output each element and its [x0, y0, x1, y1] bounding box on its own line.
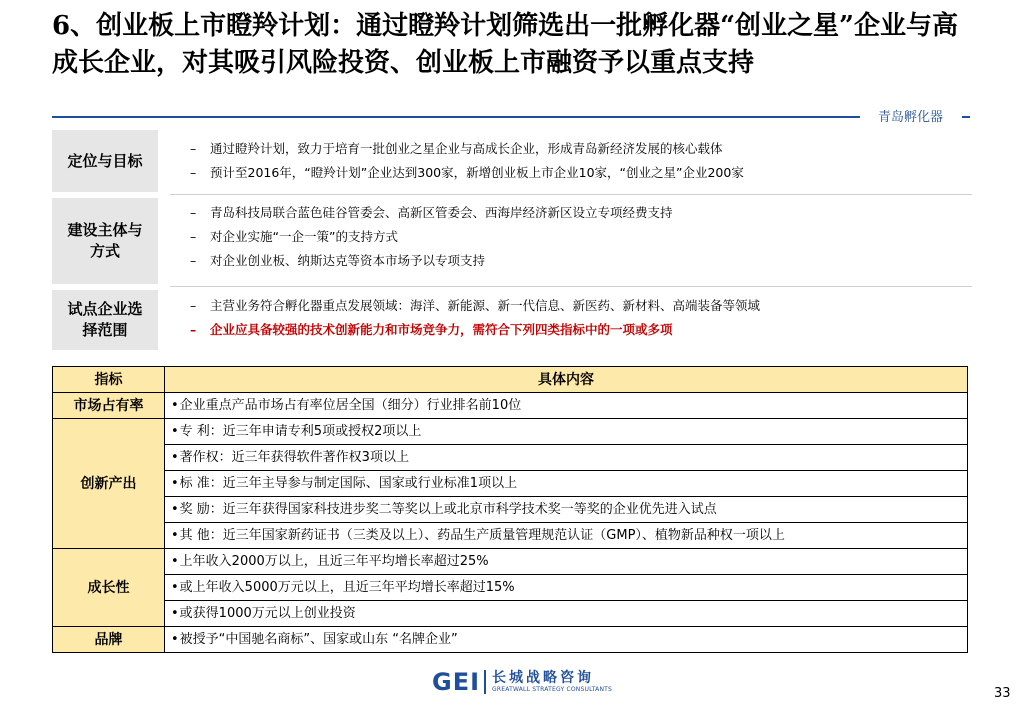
- content-text: • 被授予“中国驰名商标”、国家或山东 “名牌企业”: [171, 632, 458, 647]
- section-line: – 对企业创业板、纳斯达克等资本市场予以专项支持: [190, 249, 972, 273]
- criteria-table: [52, 366, 968, 653]
- content-cell: [165, 419, 968, 445]
- content-text: • 上年收入2000万以上，且近三年平均增长率超过25%: [171, 554, 489, 569]
- column-header-content: 具体内容: [165, 367, 968, 393]
- table-header-row: [53, 367, 968, 393]
- table-row: [53, 471, 968, 497]
- content-cell: [165, 497, 968, 523]
- logo-abbreviation: GEI: [432, 668, 481, 696]
- section-line-highlight: – 企业应具备较强的技术创新能力和市场竞争力，需符合下列四类指标中的一项或多项: [190, 318, 972, 342]
- table-row: [53, 549, 968, 575]
- content-text: • 企业重点产品市场占有率位居全国（细分）行业排名前10位: [171, 398, 521, 413]
- title-underline: [52, 116, 860, 118]
- content-cell: [165, 575, 968, 601]
- content-text: • 专 利：近三年申请专利5项或授权2项以上: [171, 424, 421, 439]
- category-cell: 创新产出: [53, 419, 165, 549]
- table-row: [53, 497, 968, 523]
- section-label: 试点企业选择范围: [52, 290, 158, 350]
- table-row: [53, 419, 968, 445]
- content-cell: [165, 393, 968, 419]
- column-header-indicator: 指标: [53, 367, 165, 393]
- section-line: – 主营业务符合孵化器重点发展领域：海洋、新能源、新一代信息、新医药、新材料、高端装备等领域: [190, 294, 972, 318]
- brand-label: 青岛孵化器: [878, 110, 944, 125]
- content-cell: [165, 627, 968, 653]
- section-line: – 对企业实施“一企一策”的支持方式: [190, 225, 972, 249]
- section-body: [190, 294, 972, 342]
- section-divider: [170, 194, 972, 195]
- table-row: [53, 601, 968, 627]
- section-body: [190, 201, 972, 273]
- content-text: • 或上年收入5000万元以上，且近三年平均增长率超过15%: [171, 580, 515, 595]
- section-line: – 青岛科技局联合蓝色硅谷管委会、高新区管委会、西海岸经济新区设立专项经费支持: [190, 201, 972, 225]
- section-pilot-scope: [52, 290, 972, 350]
- section-divider: [170, 286, 972, 287]
- logo-separator: [484, 670, 486, 694]
- table-row: [53, 445, 968, 471]
- section-line: – 通过瞪羚计划，致力于培育一批创业之星企业与高成长企业，形成青岛新经济发展的核心载体: [190, 137, 972, 161]
- content-text: • 奖 励：近三年获得国家科技进步奖二等奖以上或北京市科学技术奖一等奖的企业优先进入试点: [171, 502, 717, 517]
- category-cell: 品牌: [53, 627, 165, 653]
- page-title: 6、创业板上市瞪羚计划：通过瞪羚计划筛选出一批孵化器“创业之星”企业与高成长企业，对其吸引风险投资、创业板上市融资予以重点支持: [52, 11, 959, 78]
- section-label: 定位与目标: [52, 130, 158, 192]
- section-positioning: [52, 130, 972, 192]
- content-text: • 其 他：近三年国家新药证书（三类及以上）、药品生产质量管理规范认证（GMP）、植物新品种权一项以上: [171, 528, 785, 543]
- table-row: [53, 523, 968, 549]
- content-cell: [165, 523, 968, 549]
- table-row: [53, 627, 968, 653]
- category-cell: 市场占有率: [53, 393, 165, 419]
- content-text: • 或获得1000万元以上创业投资: [171, 606, 356, 621]
- section-body: [190, 137, 972, 185]
- brand-dash: [962, 116, 970, 118]
- logo-text: [492, 670, 612, 694]
- content-cell: [165, 471, 968, 497]
- content-text: • 标 准：近三年主导参与制定国际、国家或行业标准1项以上: [171, 476, 517, 491]
- section-label: 建设主体与方式: [52, 198, 158, 284]
- content-cell: [165, 601, 968, 627]
- table-row: [53, 575, 968, 601]
- content-cell: [165, 549, 968, 575]
- company-logo: [432, 668, 612, 696]
- content-cell: [165, 445, 968, 471]
- category-cell: 成长性: [53, 549, 165, 627]
- page-number: 33: [994, 686, 1011, 701]
- content-text: • 著作权：近三年获得软件著作权3项以上: [171, 450, 409, 465]
- logo-english-name: GREATWALL STRATEGY CONSULTANTS: [492, 686, 613, 693]
- section-line: – 预计至2016年，“瞪羚计划”企业达到300家，新增创业板上市企业10家，“创业之星”企业200家: [190, 161, 972, 185]
- table-row: [53, 393, 968, 419]
- logo-chinese-name: 长城战略咨询: [492, 670, 595, 686]
- section-construction: [52, 198, 972, 284]
